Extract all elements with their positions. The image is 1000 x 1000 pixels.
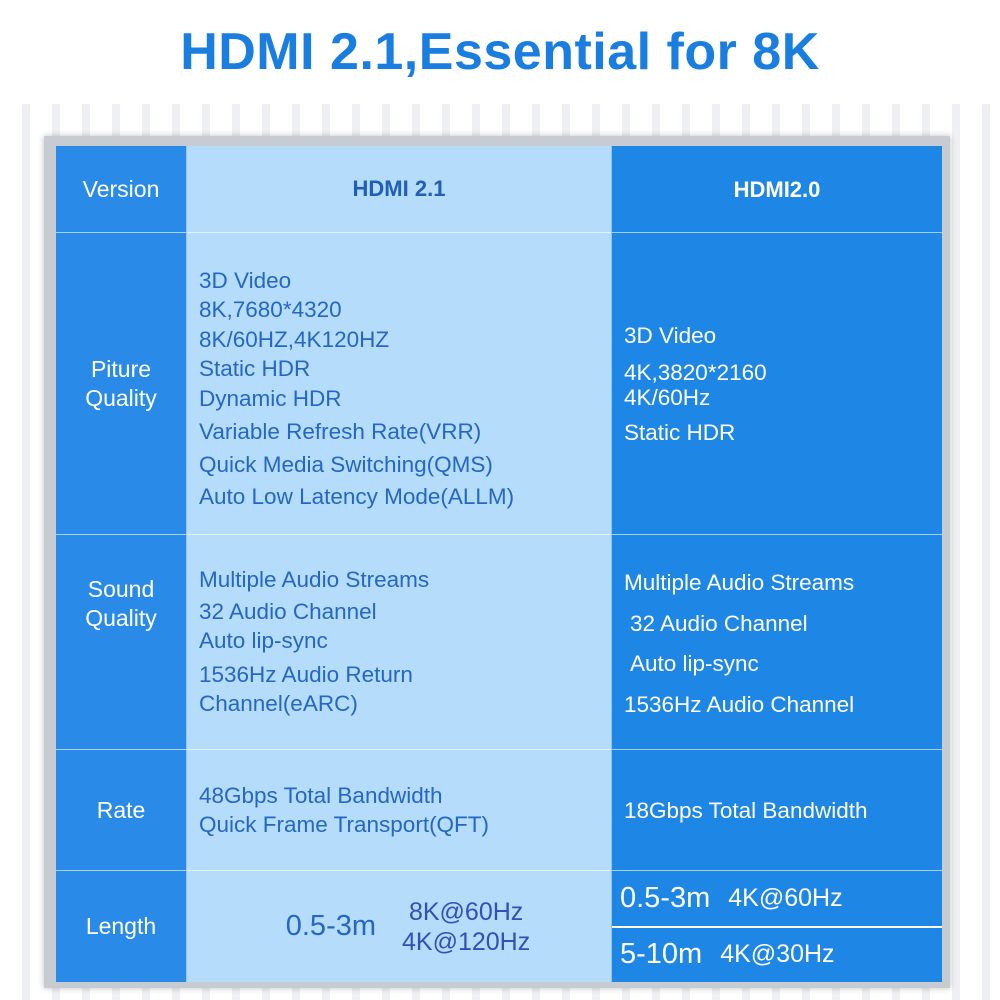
feature-item: 32 Audio Channel xyxy=(630,610,808,636)
feature-item: Dynamic HDR xyxy=(199,385,342,411)
length-mode: 4K@60Hz xyxy=(728,884,843,912)
comparison-table-frame xyxy=(44,136,950,988)
feature-item: Auto lip-sync xyxy=(630,651,759,676)
feature-item: 3D Video xyxy=(624,322,717,348)
feature-item: 4K,3820*2160 xyxy=(624,359,767,385)
feature-item: 1536Hz Audio Return xyxy=(199,661,413,687)
feature-item: 48Gbps Total Bandwidth xyxy=(199,782,443,808)
feature-item: Channel(eARC) xyxy=(199,691,358,716)
feature-item: Auto Low Latency Mode(ALLM) xyxy=(199,484,515,509)
feature-item: 8K/60HZ,4K120HZ xyxy=(199,326,390,352)
header-hdmi21-text: HDMI 2.1 xyxy=(352,176,446,202)
length-hdmi20-cell xyxy=(611,871,942,982)
page-title: HDMI 2.1,Essential for 8K xyxy=(180,23,820,81)
row-label-sound-quality xyxy=(56,535,187,750)
row-label-line: Quality xyxy=(85,384,157,411)
feature-item: Quick Frame Transport(QFT) xyxy=(199,812,490,837)
header-hdmi20-text: HDMI2.0 xyxy=(733,176,821,202)
row-label-version: Version xyxy=(56,146,187,233)
feature-item: Variable Refresh Rate(VRR) xyxy=(199,419,482,444)
feature-item: 4K/60Hz xyxy=(624,384,711,410)
length-hdmi21-cell xyxy=(187,871,611,982)
length-mode: 4K@120Hz xyxy=(402,927,531,956)
feature-item: 18Gbps Total Bandwidth xyxy=(624,797,868,823)
length-mode: 4K@30Hz xyxy=(720,940,835,968)
feature-item: 1536Hz Audio Channel xyxy=(624,691,855,717)
length-mode: 8K@60Hz xyxy=(408,897,524,926)
row-label-length: Length xyxy=(56,871,187,982)
feature-item: Quick Media Switching(QMS) xyxy=(199,451,493,477)
length-distance: 0.5-3m xyxy=(285,909,377,942)
row-label-picture-quality xyxy=(56,233,187,535)
rate-hdmi20-cell xyxy=(611,750,942,871)
row-label-rate: Rate xyxy=(56,750,187,871)
length-option-row xyxy=(612,871,942,926)
picture-hdmi20-cell xyxy=(611,233,942,535)
feature-item: Static HDR xyxy=(624,419,736,445)
header-hdmi21 xyxy=(187,146,611,233)
feature-item: Multiple Audio Streams xyxy=(624,570,855,595)
rate-hdmi21-cell xyxy=(187,750,611,871)
feature-item: Auto lip-sync xyxy=(199,628,328,653)
length-distance: 5-10m xyxy=(620,938,703,970)
title-band xyxy=(0,0,1000,104)
length-option-row xyxy=(612,926,942,981)
feature-item: 3D Video xyxy=(199,267,292,293)
header-hdmi20 xyxy=(611,146,942,233)
length-distance: 0.5-3m xyxy=(620,882,711,914)
sound-hdmi20-cell xyxy=(611,535,942,750)
comparison-table xyxy=(56,146,942,982)
feature-item: Multiple Audio Streams xyxy=(199,567,430,592)
feature-item: Static HDR xyxy=(199,356,311,381)
feature-item: 32 Audio Channel xyxy=(199,598,377,624)
feature-item: 8K,7680*4320 xyxy=(199,297,342,322)
row-label-line: Quality xyxy=(85,605,157,631)
sound-hdmi21-cell xyxy=(187,535,611,750)
row-label-line: Sound xyxy=(87,576,155,602)
length-modes xyxy=(402,897,530,957)
picture-hdmi21-cell xyxy=(187,233,611,535)
row-label-line: Piture xyxy=(90,355,152,382)
